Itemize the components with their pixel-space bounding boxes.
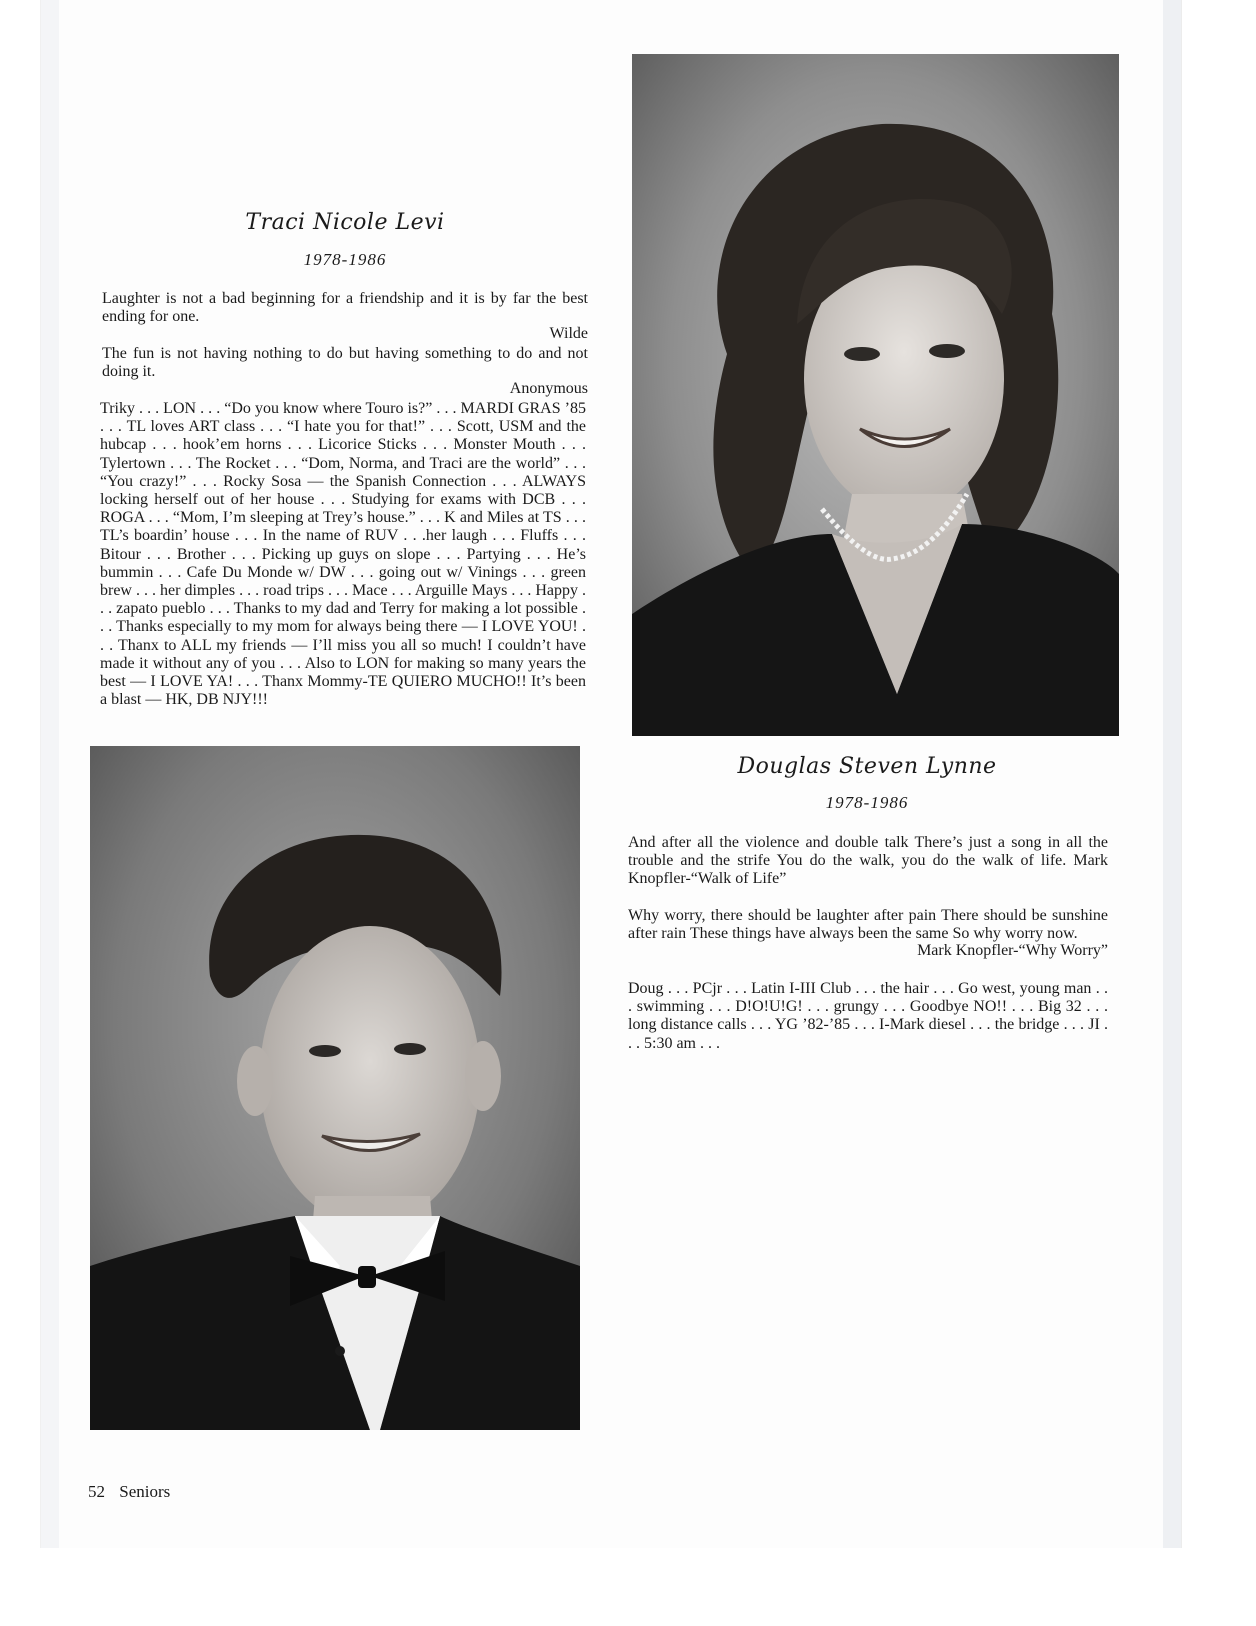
quote-traci-2 <box>102 345 588 398</box>
quote-author: Wilde <box>549 325 588 342</box>
senior-photo-traci <box>632 54 1119 736</box>
quote-text: The fun is not having nothing to do but having something to do and not doing it. <box>102 345 588 380</box>
senior-years-douglas: 1978-1986 <box>825 793 909 812</box>
quote-traci-1 <box>102 290 588 343</box>
senior-name-traci: Traci Nicole Levi <box>245 210 445 235</box>
senior-name-douglas: Douglas Steven Lynne <box>737 754 997 779</box>
memories-traci: Triky . . . LON . . . “Do you know where Touro is?” . . . MARDI GRAS ’85 . . . TL loves ART class . . . “I hate you for that!” . . . Scott, USM and the hubcap . . . hook’em horns . . . Licorice Sticks . . . Monster Mouth . . . Tylertown . . . The Rocket . . . “Dom, Norma, and Traci are the world” . . . “You crazy!” . . . Rocky Sosa — the Spanish Connection . . . ALWAYS locking herself out of her house . . . Studying for exams with DCB . . . ROGA . . . “Mom, I’m sleeping at Trey’s house.” . . . K and Miles at TS . . . TL’s boardin’ house . . . In the name of RUV . . .her laugh . . . Fluffs . . . Bitour . . . Brother . . . Picking up guys on slope . . . Partying . . . He’s bummin . . . Cafe Du Monde w/ DW . . . going out w/ Vinings . . . green brew . . . her dimples . . . road trips . . . Mace . . . Arguille Mays . . . Happy . . . zapato pueblo . . . Thanks to my dad and Terry for making a lot possible . . . Thanks especially to my mom for always being there — I LOVE YOU! . . . Thanx to ALL my friends — I’ll miss you all so much! I couldn’t have made it without any of you . . . Also to LON for making so many years the best — I LOVE YA! . . . Thanx Mommy-TE QUIERO MUCHO!! It’s been a blast — HK, DB NJY!!! <box>100 400 586 709</box>
quote-douglas-2 <box>628 907 1108 960</box>
quote-douglas-1 <box>628 834 1108 888</box>
senior-photo-douglas <box>90 746 580 1430</box>
page-edge-left <box>41 0 59 1548</box>
page-footer <box>88 1482 180 1502</box>
quote-text: And after all the violence and double talk There’s just a song in all the trouble and the strife You do the walk, you do the walk of life. Mark Knopfler-“Walk of Life” <box>628 834 1108 887</box>
quote-text: Why worry, there should be laughter after pain There should be sunshine after rain These things have always been the same So why worry now. <box>628 907 1108 942</box>
page-edge-right <box>1163 0 1181 1548</box>
quote-author: Mark Knopfler-“Why Worry” <box>917 942 1108 959</box>
senior-years-traci: 1978-1986 <box>303 250 387 269</box>
page-number: 52 <box>88 1482 105 1501</box>
quote-text: Laughter is not a bad beginning for a friendship and it is by far the best ending for one. <box>102 290 588 325</box>
section-label: Seniors <box>119 1482 171 1501</box>
quote-author: Anonymous <box>509 380 588 397</box>
memories-douglas: Doug . . . PCjr . . . Latin I-III Club . . . the hair . . . Go west, young man . . . swimming . . . D!O!U!G! . . . grungy . . . Goodbye NO!! . . . Big 32 . . . long distance calls . . . YG ’82-’85 . . . I-Mark diesel . . . the bridge . . . JI . . . 5:30 am . . . <box>628 980 1108 1052</box>
